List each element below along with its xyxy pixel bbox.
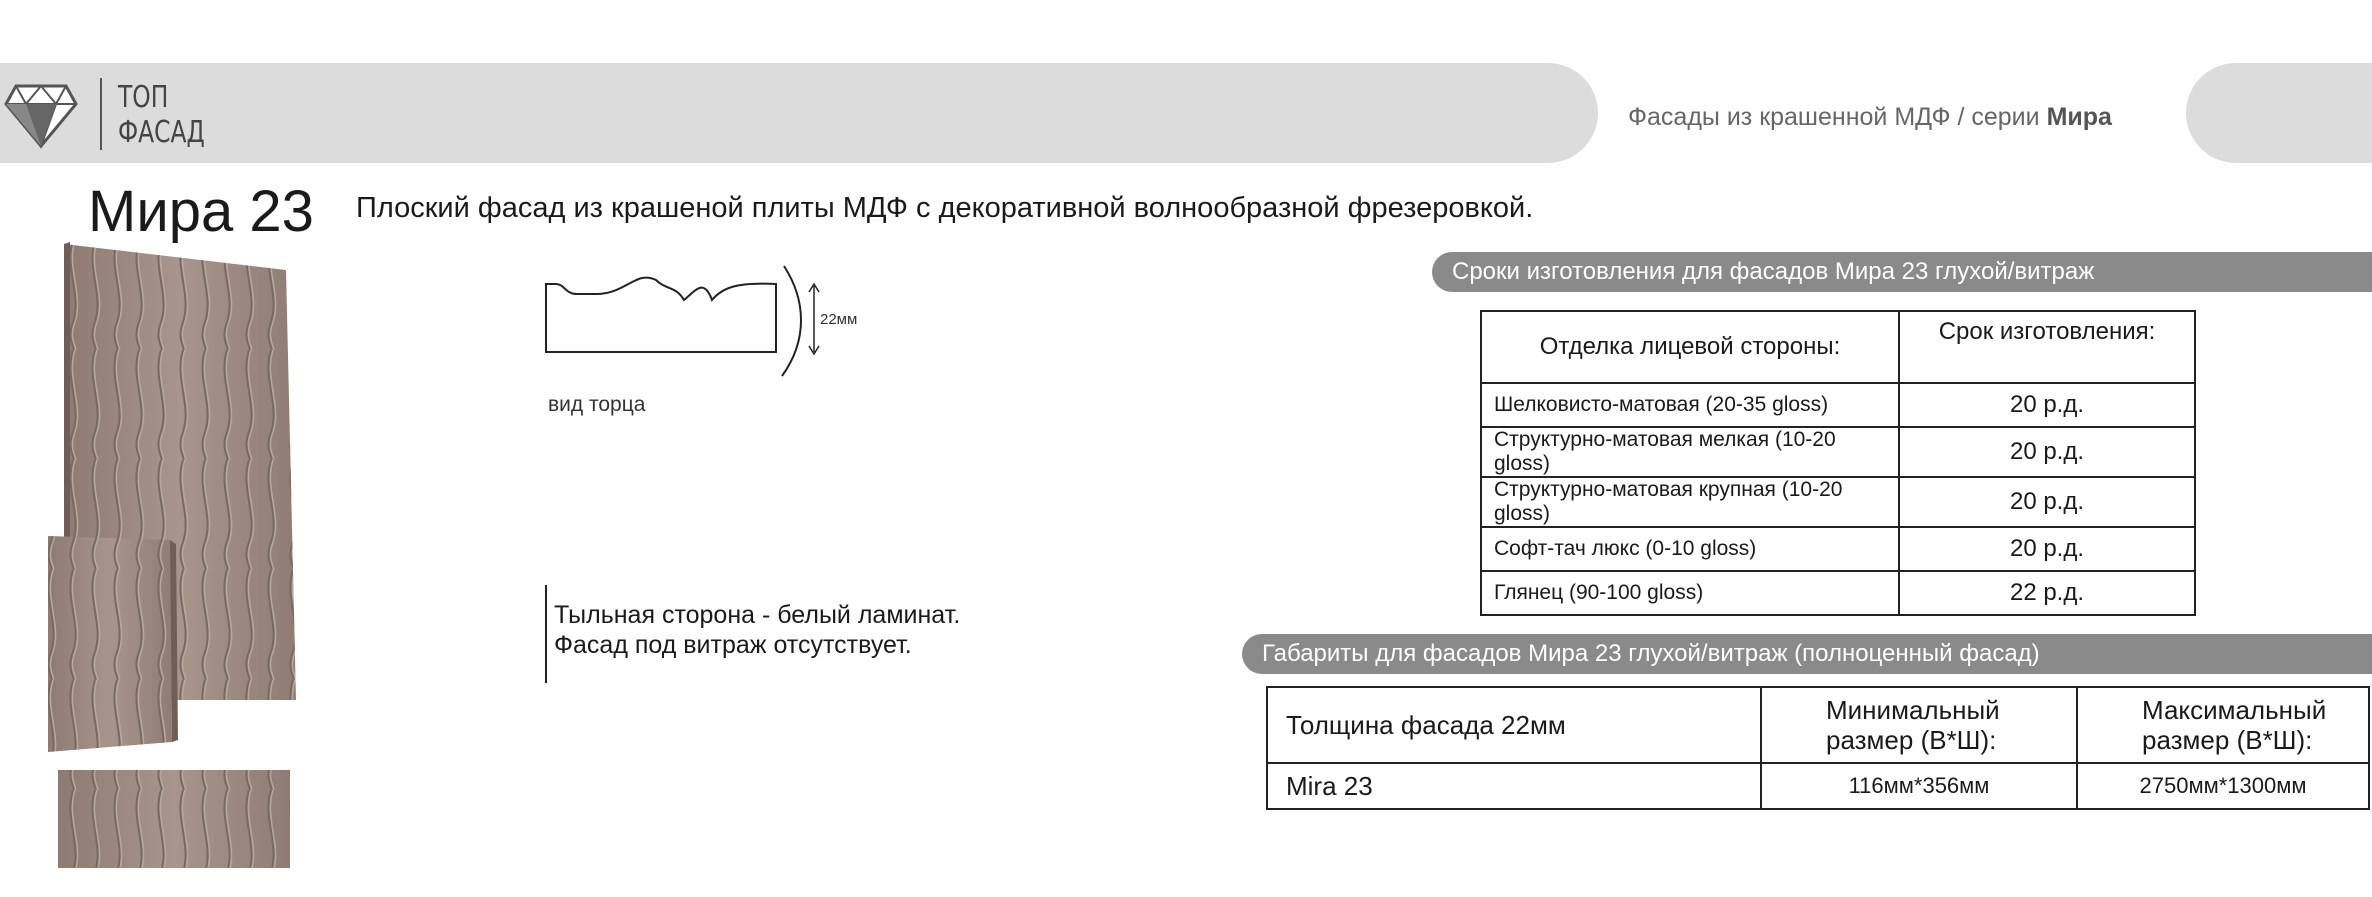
col-max-line-1: Максимальный [2142, 695, 2327, 725]
finish-cell: Структурно-матовая мелкая (10-20 gloss) [1481, 427, 1899, 477]
series-name: Мира [2046, 103, 2112, 131]
dimensions-section-title: Габариты для фасадов Мира 23 глухой/витраж (полноценный фасад) [1242, 634, 2372, 674]
col-min-line-2: размер (В*Ш): [1826, 725, 1997, 755]
table-row [1267, 763, 2369, 809]
col-time-header: Срок изготовления: [1899, 311, 2195, 383]
col-max-header [2077, 687, 2369, 763]
profile-caption: вид торца [548, 393, 646, 416]
table-header-row [1267, 687, 2369, 763]
note-divider [545, 585, 547, 683]
facade-product-image [40, 240, 310, 880]
lead-time-table [1480, 310, 2196, 616]
col-thickness-header: Толщина фасада 22мм [1267, 687, 1761, 763]
time-cell: 20 р.д. [1899, 427, 2195, 477]
note-line-2: Фасад под витраж отсутствует. [554, 631, 912, 659]
time-cell: 20 р.д. [1899, 527, 2195, 571]
table-row [1481, 427, 2195, 477]
min-size-cell: 116мм*356мм [1761, 763, 2077, 809]
end-profile-drawing [536, 260, 876, 390]
table-row [1481, 571, 2195, 615]
time-cell: 22 р.д. [1899, 571, 2195, 615]
table-row [1481, 477, 2195, 527]
header-bar [0, 63, 1598, 163]
series-prefix: Фасады из крашенной МДФ / серии [1628, 103, 2047, 131]
time-cell: 20 р.д. [1899, 477, 2195, 527]
table-header-row [1481, 311, 2195, 383]
col-min-line-1: Минимальный [1826, 695, 2000, 725]
logo-line-2: ФАСАД [118, 115, 205, 150]
diamond-logo-icon [4, 80, 78, 150]
max-size-cell: 2750мм*1300мм [2077, 763, 2369, 809]
logo-text [118, 80, 205, 150]
page-title: Мира 23 [88, 179, 314, 244]
lead-time-section-title: Сроки изготовления для фасадов Мира 23 глухой/витраж [1432, 252, 2372, 292]
col-min-header [1761, 687, 2077, 763]
product-description: Плоский фасад из крашеной плиты МДФ с декоративной волнообразной фрезеровкой. [356, 192, 1534, 224]
header-bar-right [2186, 63, 2372, 163]
logo-separator [100, 78, 102, 150]
col-max-line-2: размер (В*Ш): [2142, 725, 2313, 755]
finish-cell: Глянец (90-100 gloss) [1481, 571, 1899, 615]
finish-cell: Шелковисто-матовая (20-35 gloss) [1481, 383, 1899, 427]
time-cell: 20 р.д. [1899, 383, 2195, 427]
finish-cell: Софт-тач люкс (0-10 gloss) [1481, 527, 1899, 571]
table-row [1481, 383, 2195, 427]
note-line-1: Тыльная сторона - белый ламинат. [554, 601, 961, 629]
series-caption [1628, 103, 2112, 132]
dimensions-table [1266, 686, 2370, 810]
finish-cell: Структурно-матовая крупная (10-20 gloss) [1481, 477, 1899, 527]
table-row [1481, 527, 2195, 571]
thickness-label: 22мм [820, 311, 858, 328]
col-finish-header: Отделка лицевой стороны: [1481, 311, 1899, 383]
logo-line-1: ТОП [118, 80, 169, 115]
model-cell: Mira 23 [1267, 763, 1761, 809]
back-side-note [554, 600, 960, 660]
